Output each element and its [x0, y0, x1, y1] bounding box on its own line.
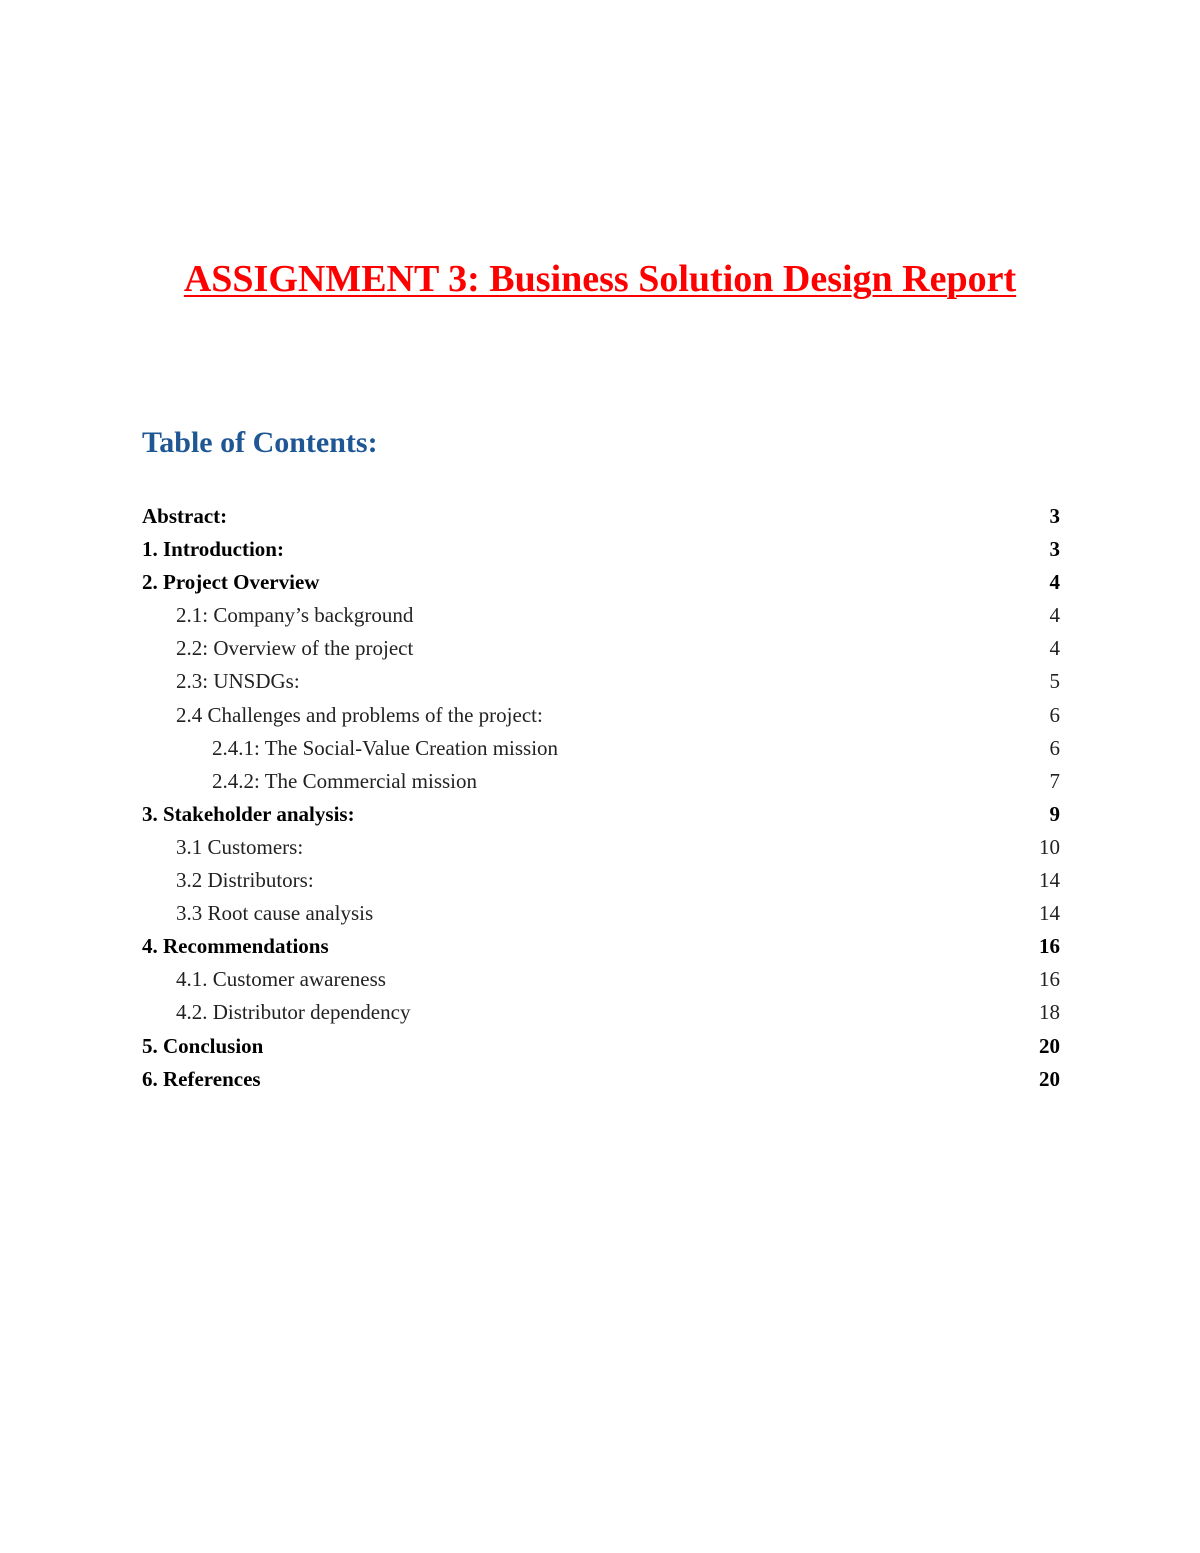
toc-entry-label: 6. References — [142, 1066, 261, 1091]
toc-entry-label: 2.2: Overview of the project — [176, 636, 414, 661]
toc-entry[interactable] — [142, 500, 1060, 533]
toc-entry-label: 2.1: Company’s background — [176, 603, 414, 628]
toc-entry[interactable] — [142, 930, 1060, 963]
toc-entry[interactable] — [142, 632, 1060, 665]
toc-entry-page-number: 10 — [1039, 834, 1060, 859]
toc-entry-page-number: 3 — [1049, 537, 1060, 562]
toc-entry-page-number: 16 — [1039, 934, 1060, 959]
toc-entry-page-number: 14 — [1039, 868, 1060, 893]
toc-entry[interactable] — [142, 599, 1060, 632]
toc-entry[interactable] — [142, 732, 1060, 765]
toc-entry-page-number: 14 — [1039, 901, 1060, 926]
toc-entry[interactable] — [142, 533, 1060, 566]
toc-entry-page-number: 5 — [1049, 669, 1060, 694]
toc-entry-page-number: 4 — [1049, 603, 1060, 628]
toc-entry[interactable] — [142, 996, 1060, 1029]
toc-entry[interactable] — [142, 765, 1060, 798]
toc-entry-page-number: 4 — [1049, 636, 1060, 661]
toc-entry-label: 2.4.1: The Social-Value Creation mission — [212, 735, 559, 760]
toc-entry-page-number: 6 — [1049, 735, 1060, 760]
toc-entry[interactable] — [142, 699, 1060, 732]
toc-entry-page-number: 20 — [1039, 1033, 1060, 1058]
toc-entry-label: 2.4.2: The Commercial mission — [212, 768, 478, 793]
toc-entry-label: Abstract: — [142, 504, 228, 528]
toc-entry-page-number: 4 — [1049, 570, 1060, 595]
toc-entry-page-number: 3 — [1049, 504, 1060, 528]
toc-entry-label: 2.3: UNSDGs: — [176, 669, 300, 694]
toc-entry-page-number: 7 — [1049, 768, 1060, 793]
toc-entry-label: 3.3 Root cause analysis — [176, 901, 374, 926]
toc-entry[interactable] — [142, 963, 1060, 996]
toc-entry-label: 3. Stakeholder analysis: — [142, 801, 355, 826]
document-title: ASSIGNMENT 3: Business Solution Design Report — [183, 258, 1017, 300]
toc-entry[interactable] — [142, 831, 1060, 864]
toc-entry-label: 4. Recommendations — [142, 934, 329, 959]
toc-entry-page-number: 16 — [1039, 967, 1060, 992]
table-of-contents — [142, 500, 1060, 1096]
toc-entry[interactable] — [142, 665, 1060, 698]
toc-entry-page-number: 9 — [1049, 801, 1060, 826]
toc-entry-label: 2.4 Challenges and problems of the project: — [176, 702, 543, 727]
toc-entry-label: 1. Introduction: — [142, 537, 284, 562]
toc-entry[interactable] — [142, 1063, 1060, 1096]
toc-entry-page-number: 6 — [1049, 702, 1060, 727]
toc-entry[interactable] — [142, 864, 1060, 897]
toc-entry-page-number: 20 — [1039, 1066, 1060, 1091]
toc-entry[interactable] — [142, 897, 1060, 930]
toc-entry-label: 3.2 Distributors: — [176, 868, 314, 893]
toc-entry-page-number: 18 — [1039, 1000, 1060, 1025]
toc-entry[interactable] — [142, 1030, 1060, 1063]
toc-entry-label: 3.1 Customers: — [176, 834, 304, 859]
toc-entry-label: 5. Conclusion — [142, 1033, 264, 1058]
toc-entry-label: 2. Project Overview — [142, 570, 320, 595]
toc-entry[interactable] — [142, 798, 1060, 831]
toc-entry-label: 4.1. Customer awareness — [176, 967, 386, 992]
toc-entry[interactable] — [142, 566, 1060, 599]
toc-entry-label: 4.2. Distributor dependency — [176, 1000, 411, 1025]
toc-heading: Table of Contents: — [142, 426, 378, 459]
